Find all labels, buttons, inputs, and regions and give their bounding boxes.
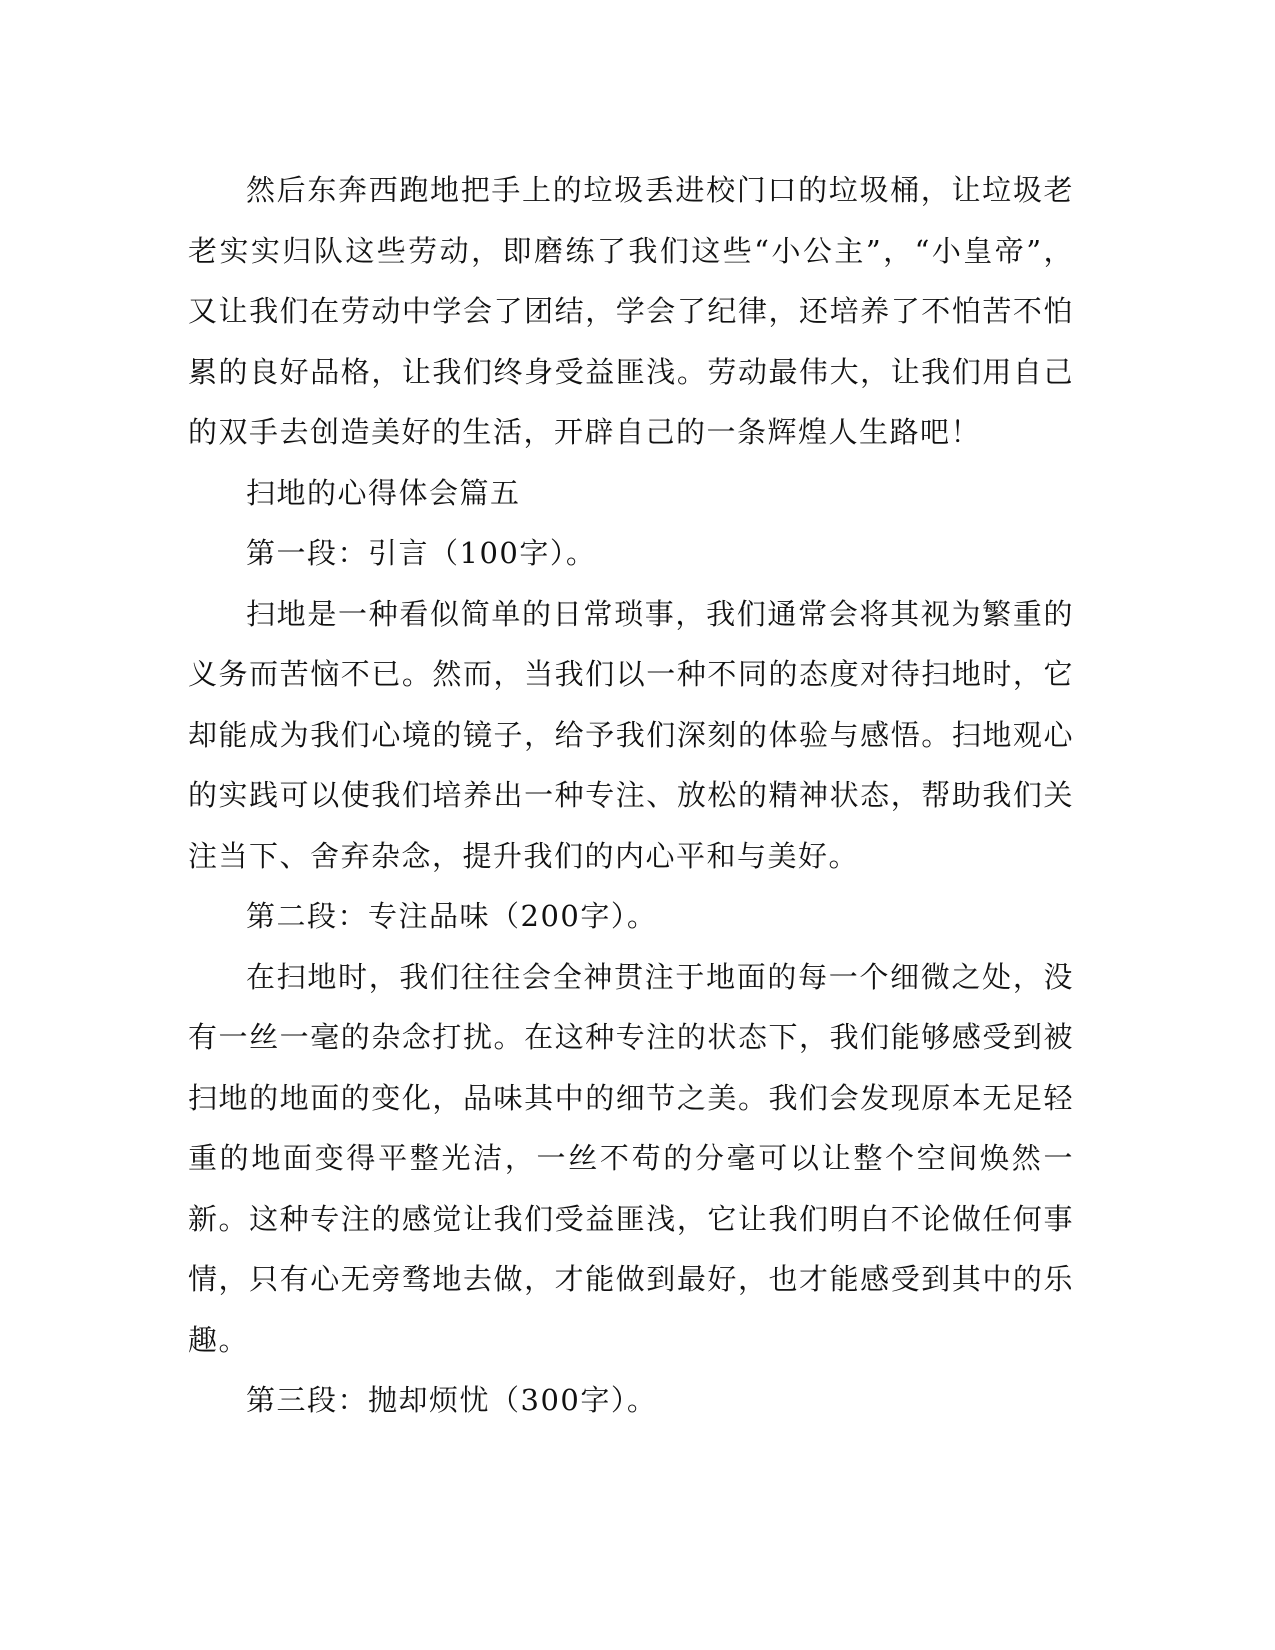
section-heading-1: 第一段：引言（100字）。 <box>246 536 597 570</box>
section-heading-3: 第三段：抛却烦忧（300字）。 <box>246 1383 658 1417</box>
paragraph-focus: 在扫地时，我们往往会全神贯注于地面的每一个细微之处，没有一丝一毫的杂念打扰。在这种专注的状态下，我们能够感受到被扫地的地面的变化，品味其中的细节之美。我们会发现原本无足轻重的地面变得平整光洁，一丝不苟的分毫可以让整个空间焕然一新。这种专注的感觉让我们受益匪浅，它让我们明白不论做任何事情，只有心无旁骛地去做，才能做到最好，也才能感受到其中的乐趣。 <box>188 959 1074 1357</box>
document-body <box>188 160 1074 1431</box>
paragraph-introduction: 扫地是一种看似简单的日常琐事，我们通常会将其视为繁重的义务而苦恼不已。然而，当我们以一种不同的态度对待扫地时，它却能成为我们心境的镜子，给予我们深刻的体验与感悟。扫地观心的实践可以使我们培养出一种专注、放松的精神状态，帮助我们关注当下、舍弃杂念，提升我们的内心平和与美好。 <box>188 596 1074 873</box>
section-heading-2: 第二段：专注品味（200字）。 <box>246 899 658 933</box>
section-title: 扫地的心得体会篇五 <box>246 475 521 510</box>
paragraph-closing-labor: 然后东奔西跑地把手上的垃圾丢进校门口的垃圾桶，让垃圾老老实实归队这些劳动，即磨练了我们这些“小公主”，“小皇帝”，又让我们在劳动中学会了团结，学会了纪律，还培养了不怕苦不怕累的良好品格，让我们终身受益匪浅。劳动最伟大，让我们用自己的双手去创造美好的生活，开辟自己的一条辉煌人生路吧！ <box>188 173 1074 449</box>
